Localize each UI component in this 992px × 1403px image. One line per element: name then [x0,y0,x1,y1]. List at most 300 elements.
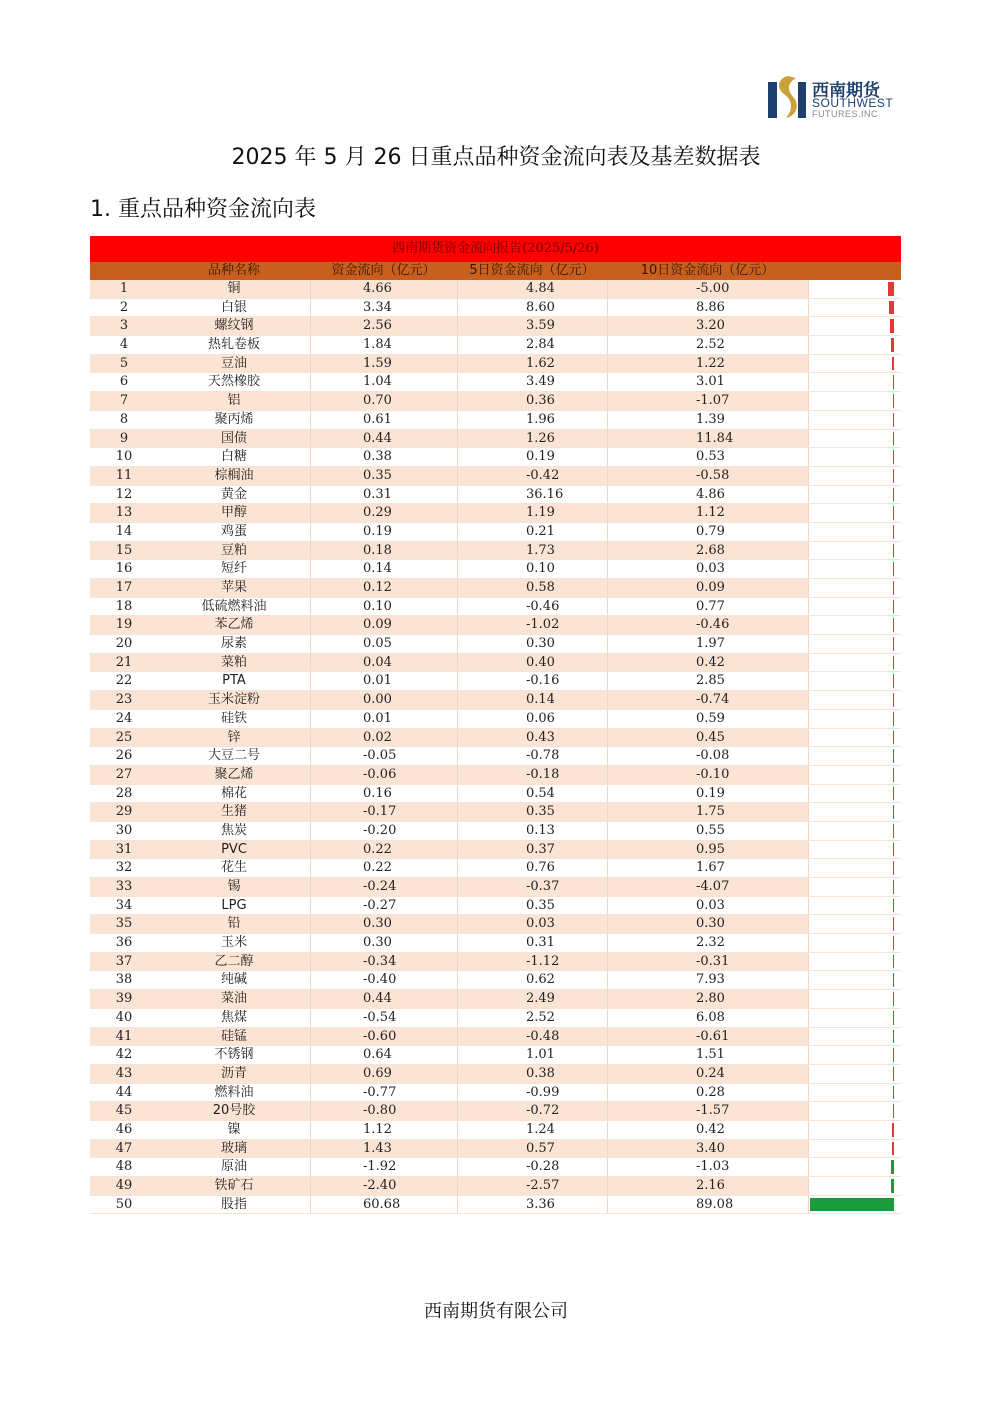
table-row [90,280,901,299]
row-flow-10d: 0.28 [607,1084,808,1102]
table-row [90,766,901,785]
row-name: LPG [221,897,247,913]
row-name: 焦炭 [220,822,247,838]
flow-bar [893,693,895,707]
row-flow: 1.84 [310,336,457,354]
row-flow-10d: 0.42 [607,1121,808,1139]
row-flow-bar-cell [808,1121,901,1139]
table-body [90,280,901,1214]
row-flow-5d: 0.30 [457,635,607,653]
row-name: 玉米 [220,935,247,951]
row-flow: 0.22 [310,841,457,859]
row-flow-10d: -1.57 [607,1102,808,1120]
table-row [90,1046,901,1065]
row-flow: -0.05 [310,747,457,765]
row-flow-5d: 1.62 [457,355,607,373]
row-flow-bar-cell [808,1102,901,1120]
row-name: 棕榈油 [214,467,254,483]
row-flow-bar-cell [808,280,901,298]
table-row [90,1009,901,1028]
row-flow-bar-cell [808,766,901,784]
table-row [90,1158,901,1177]
section-title: 1. 重点品种资金流向表 [90,197,316,222]
row-name: 菜油 [220,991,247,1007]
flow-bar [893,413,895,427]
table-row [90,373,901,392]
flow-bar [891,338,894,352]
row-index: 29 [115,804,133,820]
row-flow: 0.44 [310,990,457,1008]
flow-bar [893,450,895,464]
row-name: 低硫燃料油 [201,598,267,614]
flow-bar [893,861,895,875]
flow-bar [893,936,895,950]
row-flow-5d: 36.16 [457,486,607,504]
row-name: 镍 [227,1121,241,1137]
table-row [90,803,901,822]
row-flow: 0.00 [310,691,457,709]
row-flow-5d: 0.54 [457,785,607,803]
table-row [90,822,901,841]
row-flow: -0.80 [310,1102,457,1120]
flow-bar [893,375,895,389]
row-flow-10d: 3.40 [607,1140,808,1158]
row-name: 国债 [220,430,247,446]
row-flow: 0.16 [310,785,457,803]
row-name: 菜粕 [220,654,247,670]
row-flow: 1.43 [310,1140,457,1158]
row-flow-10d: 0.59 [607,710,808,728]
table-row [90,729,901,748]
flow-bar [891,1179,894,1193]
row-flow-bar-cell [808,598,901,616]
row-flow-10d: 3.20 [607,317,808,335]
row-flow-5d: 3.36 [457,1196,607,1214]
flow-bar [893,394,895,408]
row-flow-bar-cell [808,392,901,410]
row-flow-10d: -0.58 [607,467,808,485]
row-flow: -0.40 [310,971,457,989]
row-flow-5d: 1.26 [457,430,607,448]
row-flow: 0.31 [310,486,457,504]
row-flow: 0.18 [310,542,457,560]
row-name: 天然橡胶 [207,374,260,390]
row-flow-5d: -1.12 [457,953,607,971]
row-name: PVC [221,841,247,857]
row-name: 纯碱 [220,972,247,988]
row-flow-5d: 8.60 [457,299,607,317]
row-flow-5d: 0.57 [457,1140,607,1158]
row-flow-bar-cell [808,915,901,933]
row-flow: 0.10 [310,598,457,616]
row-name: 铜 [227,281,241,296]
row-name: 生猪 [220,804,247,820]
flow-bar [893,843,895,857]
row-index: 24 [115,710,133,726]
row-index: 9 [119,430,129,446]
flow-bar [893,488,895,502]
table-row [90,990,901,1009]
report-banner: 西南期货资金流向报告(2025/5/26) [90,236,901,262]
row-index: 33 [115,879,133,894]
table-row [90,579,901,598]
row-index: 25 [115,729,133,745]
row-flow-bar-cell [808,729,901,747]
row-flow-5d: 0.58 [457,579,607,597]
table-row [90,841,901,860]
row-flow: 60.68 [310,1196,457,1214]
row-flow-5d: -0.99 [457,1084,607,1102]
row-flow: -0.17 [310,803,457,821]
row-flow: 0.61 [310,411,457,429]
flow-bar [893,805,895,819]
row-flow-5d: 1.24 [457,1121,607,1139]
row-flow-5d: 1.19 [457,504,607,522]
row-flow-bar-cell [808,504,901,522]
row-flow-bar-cell [808,299,901,317]
row-flow: 1.59 [310,355,457,373]
row-flow-bar-cell [808,990,901,1008]
row-flow-bar-cell [808,317,901,335]
row-index: 41 [115,1028,133,1044]
flow-bar [893,562,895,576]
table-row [90,392,901,411]
table-row [90,785,901,804]
row-flow-10d: 2.68 [607,542,808,560]
row-flow-bar-cell [808,934,901,952]
row-flow-10d: 1.97 [607,635,808,653]
row-flow-10d: 0.03 [607,897,808,915]
row-index: 50 [115,1196,133,1212]
row-name: 20号胶 [212,1103,256,1119]
row-flow: 0.38 [310,448,457,466]
row-flow-10d: 0.03 [607,560,808,578]
row-flow-bar-cell [808,897,901,915]
row-flow-bar-cell [808,411,901,429]
row-name: 玻璃 [220,1140,247,1156]
row-flow-5d: 2.84 [457,336,607,354]
row-name: 焦煤 [220,1009,247,1025]
row-index: 40 [115,1009,133,1025]
row-index: 10 [115,449,133,465]
row-index: 12 [115,486,133,502]
row-index: 30 [115,822,133,838]
row-flow-bar-cell [808,542,901,560]
row-flow: 0.22 [310,859,457,877]
row-flow-bar-cell [808,785,901,803]
table-row [90,542,901,561]
row-flow-10d: 0.24 [607,1065,808,1083]
flow-bar [893,787,895,801]
row-flow-5d: 0.03 [457,915,607,933]
row-flow-bar-cell [808,579,901,597]
row-index: 38 [115,972,133,988]
row-flow-5d: 0.14 [457,691,607,709]
header-flow-5d: 5日资金流向（亿元） [469,263,595,278]
row-flow-10d: 0.30 [607,915,808,933]
table-row [90,1177,901,1196]
flow-bar [893,1067,895,1081]
row-index: 43 [115,1065,133,1081]
logo-en-sub-text: FUTURES.INC [812,109,878,119]
row-flow-5d: 0.43 [457,729,607,747]
row-index: 45 [115,1103,133,1119]
row-name: 燃料油 [214,1084,254,1100]
flow-bar [891,1160,894,1174]
row-flow: 0.04 [310,654,457,672]
table-row [90,878,901,897]
row-name: 鸡蛋 [220,523,247,539]
table-row [90,355,901,374]
row-flow: 1.04 [310,373,457,391]
table-row [90,430,901,449]
row-name: 原油 [220,1159,247,1175]
row-flow-bar-cell [808,1140,901,1158]
row-index: 20 [115,636,133,652]
table-row [90,635,901,654]
row-flow-5d: 2.49 [457,990,607,1008]
row-flow-5d: 3.59 [457,317,607,335]
table-row [90,897,901,916]
header-flow: 资金流向（亿元） [331,263,436,278]
row-flow-10d: 1.51 [607,1046,808,1064]
row-name: 硅铁 [220,710,247,726]
row-flow-5d: 0.35 [457,897,607,915]
row-flow-10d: -0.61 [607,1028,808,1046]
row-flow-5d: -1.02 [457,616,607,634]
row-index: 23 [115,692,133,708]
row-flow-5d: 4.84 [457,280,607,298]
row-name: 尿素 [220,636,247,652]
row-flow: 0.29 [310,504,457,522]
row-flow: -0.20 [310,822,457,840]
row-name: 豆粕 [220,542,247,558]
row-flow-bar-cell [808,710,901,728]
flow-bar [893,618,895,632]
row-flow-bar-cell [808,430,901,448]
row-flow-10d: -0.08 [607,747,808,765]
flow-bar [893,1030,895,1044]
table-row [90,523,901,542]
row-flow: -0.24 [310,878,457,896]
row-flow-5d: 3.49 [457,373,607,391]
flow-bar [810,1198,894,1212]
row-flow-10d: -0.10 [607,766,808,784]
row-flow-bar-cell [808,336,901,354]
flow-bar [893,731,895,745]
header-index [90,262,158,280]
row-flow: -0.60 [310,1028,457,1046]
table-row [90,411,901,430]
row-index: 32 [115,860,133,876]
row-name: 铝 [227,393,241,409]
row-flow-5d: -0.42 [457,467,607,485]
row-flow-bar-cell [808,971,901,989]
flow-bar [893,674,895,688]
row-flow-bar-cell [808,1158,901,1176]
row-index: 49 [115,1178,133,1193]
row-flow-5d: -0.78 [457,747,607,765]
row-flow-bar-cell [808,654,901,672]
row-index: 19 [115,617,133,633]
row-flow-5d: -2.57 [457,1177,607,1195]
table-row [90,336,901,355]
row-flow-bar-cell [808,1009,901,1027]
flow-bar [893,992,895,1006]
header-bar [808,262,901,280]
row-flow-10d: 2.80 [607,990,808,1008]
row-flow: 0.69 [310,1065,457,1083]
row-flow: -0.06 [310,766,457,784]
row-flow-10d: 2.16 [607,1177,808,1195]
row-flow-10d: 1.12 [607,504,808,522]
row-index: 36 [115,935,133,951]
table-row [90,915,901,934]
table-row [90,317,901,336]
row-flow: 0.09 [310,616,457,634]
row-flow: 4.66 [310,280,457,298]
flow-bar [893,1048,895,1062]
flow-bar [893,525,895,539]
row-flow-5d: 0.06 [457,710,607,728]
row-index: 7 [119,393,129,409]
row-name: 苹果 [220,580,247,595]
header-name: 品种名称 [207,263,260,278]
row-flow: 0.30 [310,915,457,933]
row-name: 甲醇 [220,505,247,521]
row-flow-5d: 0.37 [457,841,607,859]
table-row [90,654,901,673]
flow-bar [893,973,895,987]
row-flow-10d: 89.08 [607,1196,808,1214]
row-name: 铁矿石 [214,1178,254,1193]
row-flow: 0.30 [310,934,457,952]
row-flow-10d: 11.84 [607,430,808,448]
row-name: 花生 [220,860,247,876]
row-flow-5d: 0.40 [457,654,607,672]
row-name: 聚丙烯 [214,411,254,427]
row-flow-10d: 1.75 [607,803,808,821]
row-flow-5d: 0.62 [457,971,607,989]
row-name: 苯乙烯 [214,617,254,633]
logo-cn-text: 西南期货 [812,81,880,101]
row-flow-5d: -0.72 [457,1102,607,1120]
row-flow-10d: 6.08 [607,1009,808,1027]
flow-bar [892,1123,894,1137]
row-flow-10d: -0.46 [607,616,808,634]
row-flow: 0.01 [310,710,457,728]
row-flow-10d: 0.09 [607,579,808,597]
row-flow-10d: 0.45 [607,729,808,747]
table-row [90,1084,901,1103]
row-flow-bar-cell [808,1028,901,1046]
row-flow-bar-cell [808,635,901,653]
row-flow: 0.64 [310,1046,457,1064]
flow-bar [889,301,894,315]
flow-bar [893,432,895,446]
row-flow: -0.54 [310,1009,457,1027]
row-index: 14 [115,523,133,539]
row-index: 46 [115,1121,133,1137]
row-name: 铅 [227,916,241,932]
table-row [90,934,901,953]
row-flow-5d: -0.46 [457,598,607,616]
row-index: 11 [115,467,133,483]
row-flow-bar-cell [808,878,901,896]
row-flow: 3.34 [310,299,457,317]
table-row [90,1028,901,1047]
row-flow: 0.12 [310,579,457,597]
row-index: 8 [119,411,129,427]
row-flow-10d: 7.93 [607,971,808,989]
table-row [90,859,901,878]
table-row [90,467,901,486]
row-flow-5d: 0.36 [457,392,607,410]
row-name: 玉米淀粉 [207,692,260,708]
page-title: 2025 年 5 月 26 日重点品种资金流向表及基差数据表 [231,145,761,170]
row-name: 不锈钢 [214,1047,254,1063]
row-flow: -1.92 [310,1158,457,1176]
row-flow: -0.27 [310,897,457,915]
row-flow-bar-cell [808,747,901,765]
flow-bar [893,600,895,614]
row-flow-bar-cell [808,822,901,840]
row-flow-10d: 0.19 [607,785,808,803]
row-flow-10d: 1.67 [607,859,808,877]
flow-bar [893,917,895,931]
flow-bar [892,357,894,371]
flow-bar [893,544,895,558]
row-index: 34 [115,897,133,913]
row-index: 15 [115,542,133,558]
table-row [90,598,901,617]
fund-flow-report [90,236,901,1214]
row-flow: 0.35 [310,467,457,485]
row-name: 棉花 [220,785,247,801]
row-flow: 0.19 [310,523,457,541]
row-flow: 0.44 [310,430,457,448]
row-name: 股指 [220,1196,247,1212]
row-flow-10d: 8.86 [607,299,808,317]
table-row [90,486,901,505]
row-index: 1 [119,281,129,296]
row-flow-5d: 1.01 [457,1046,607,1064]
row-index: 42 [115,1047,133,1063]
row-flow-10d: -1.03 [607,1158,808,1176]
flow-bar [893,768,895,782]
row-name: 黄金 [220,486,247,502]
row-flow-bar-cell [808,523,901,541]
row-name: 锌 [227,729,241,745]
row-index: 37 [115,953,133,969]
table-row [90,710,901,729]
row-index: 22 [115,673,133,689]
table-row [90,560,901,579]
row-flow: -2.40 [310,1177,457,1195]
row-flow-bar-cell [808,448,901,466]
row-flow-5d: 1.96 [457,411,607,429]
flow-bar [893,637,895,651]
footer-company: 西南期货有限公司 [424,1301,568,1322]
logo-en-text: SOUTHWEST [812,96,894,110]
row-flow: 0.70 [310,392,457,410]
row-flow: -0.77 [310,1084,457,1102]
row-name: 白银 [220,299,247,315]
table-row [90,971,901,990]
row-flow-bar-cell [808,691,901,709]
row-flow-bar-cell [808,1177,901,1195]
row-name: 白糖 [220,449,247,465]
